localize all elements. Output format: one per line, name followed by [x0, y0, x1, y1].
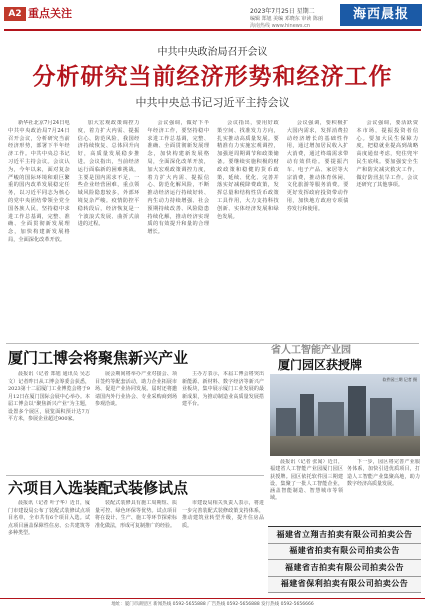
ad-banner [268, 527, 421, 544]
ad-banner [268, 544, 421, 561]
photo-building [370, 398, 392, 438]
article-paragraph: 新华社北京7月24日电 中共中央政治局7月24日召开会议，分析研究当前经济形势，部署下半年经济工作。中共中央总书记习近平主持会议。会议认为，今年以来，面对复杂严峻的国际环境和艰巨繁重的国内改革发展稳定任务，以习近平同志为核心的党中央团结带领全党全国各族人民，坚持稳中求进工作总基调，完整、准确、全面贯彻新发展理念，加快构建新发展格局，全面深化改革开放。 [8, 120, 70, 243]
lead-kicker: 中共中央政治局召开会议 [157, 47, 268, 58]
section-tag: A2 [4, 7, 26, 21]
article-column [8, 371, 90, 474]
ad-banner [268, 560, 421, 577]
ai-article-body [270, 459, 420, 523]
ad-banner [268, 577, 421, 594]
header-rule [4, 29, 421, 31]
article-paragraph: 会议强调，要积极扩大国内需求，发挥消费拉动经济增长的基础性作用，通过增加居民收入扩大消费，通过终端需求带动有效供给。要提振汽车、电子产品、家居等大宗消费，推动体育休闲、文化旅游等服务消费。要更好发挥政府投资带动作用，加快地方政府专项债券发行和使用。 [286, 120, 349, 212]
article-paragraph: 会议强调，做好下半年经济工作，要坚持稳中求进工作总基调，完整、准确、全面贯彻新发展理念，加快构建新发展格局，全面深化改革开放，加大宏观政策调控力度，着力扩大内需、提振信心、防范化解风险，不断推动经济运行持续好转、内生动力持续增强、社会预期持续改善、风险隐患持续化解，推动经济实现质的有效提升和量的合理增长。 [147, 120, 210, 236]
article-column [147, 120, 209, 342]
photo-building [348, 386, 366, 438]
issue-meta: 海南热线 www.hinews.cn [250, 23, 310, 29]
article-paragraph: 晨报讯（记者 张闻）近日，福建省人工智能产业园厦门园区获授牌。园区依托软件园三期建设，集聚了一批人工智能企业，涵盖智能制造、智慧城市等领域。 [270, 459, 343, 502]
photo-building [276, 408, 296, 438]
article-paragraph: 晨报讯（记者 叶子华）近日，厦门市建设局公布了装配式装修试点项目名单，全市共有6个项目入选。试点项目涵盖保障性住房、公共建筑等多种类型。 [8, 500, 90, 536]
ad-label: 福建省吉拍卖有限公司拍卖公告 [285, 562, 404, 572]
photo-building [396, 410, 414, 438]
article-paragraph: 晨报讯（记者 郑旭 通讯员 吴志文）记者昨日从工博会筹委会获悉，2023第十二届厦门工业博览会将于9月12日在厦门国际会展中心举办。本届工博会以“聚焦新兴产业”为主题，设置多个展区，展览面积预计达7万平方米，参展企业超过900家。 [8, 371, 90, 422]
article-paragraph: 主办方表示，本届工博会将突出新能源、新材料、数字经济等新兴产业板块，集中展示厦门工业发展的最新成果，为推动制造业高质量发展搭建平台。 [182, 371, 264, 407]
six-article-body [8, 500, 264, 592]
article-paragraph: 会议强调，要活跃资本市场，提振投资者信心。要加大民生保障力度，把稳就业提高到战略高度通盘考虑，兜住兜牢民生底线。要加强安全生产和防灾减灾救灾工作，做好防汛抗旱工作。会议还研究了其他事项。 [356, 120, 419, 189]
issue-staff: 编辑 郑旭 美编 邓晓东 审读 陈丽 [250, 16, 323, 22]
six-headline: 六项目入选装配式装修试点 [8, 479, 189, 497]
ai-headline: 厦门园区获授牌 [278, 358, 363, 372]
article-paragraph: 展会期间将举办产业对接会、项目签约等配套活动，助力企业拓展市场、促进产业协同发展。届时还将邀请国内外行业协会、专业采购商到场参观洽谈。 [95, 371, 177, 407]
article-column [287, 120, 349, 342]
article-paragraph: 下一步，园区将完善产业服务体系，加快引进优质项目，打造人工智能产业集聚高地，助力数字经济高质量发展。 [347, 459, 420, 487]
article-column [182, 500, 264, 592]
ad-label: 福建省立翔吉拍卖有限公司拍卖公告 [276, 529, 413, 539]
article-column [8, 500, 90, 592]
lead-subheadline: 中共中央总书记习近平主持会议 [135, 96, 290, 109]
page-footer: 地址：厦门市湖里区 新闻热线 0592-5655888 广告热线 0592-5656888 发行热线 0592-5656666 [0, 598, 425, 611]
ad-label: 福建省保利拍卖有限公司拍卖公告 [280, 579, 409, 589]
expo-headline: 厦门工博会将聚焦新兴产业 [8, 349, 189, 367]
article-paragraph: 加大宏观政策调控力度，着力扩大内需、提振信心、防范风险，我国经济持续恢复、总体回升向好，高质量发展稳步推进。会议指出，当前经济运行面临新的困难挑战，主要是国内需求不足，一些企业经营困难，重点领域风险隐患较多，外部环境复杂严峻。疫情防控平稳转段后，经济恢复是一个波浪式发展、曲折式前进的过程。 [77, 120, 140, 228]
news-photo [270, 374, 420, 456]
photo-building [300, 394, 314, 438]
article-column [8, 120, 70, 342]
article-column [217, 120, 279, 342]
article-column [95, 371, 177, 474]
photo-caption: 软件园三期 记者 摄 [382, 377, 417, 382]
photo-ground [270, 436, 420, 456]
expo-article-body [8, 371, 264, 474]
article-column [347, 459, 420, 523]
newspaper-masthead: 海西晨报 [340, 4, 422, 26]
article-paragraph: 市建设局相关负责人表示，将进一步完善装配式装修政策支持体系，推动建筑业转型升级，提升住房品质。 [182, 500, 264, 529]
article-paragraph: 会议指出，要用好政策空间、找准发力方向，扎实推动高质量发展。要精准有力实施宏观调控，加强逆周期调节和政策储备。要继续实施积极的财政政策和稳健的货币政策，延续、优化、完善并落实好减税降费政策，发挥总量和结构性货币政策工具作用，大力支持科技创新、实体经济发展和绿色发展。 [217, 120, 279, 220]
article-column [270, 459, 343, 523]
lead-headline: 分析研究当前经济形势和经济工作 [32, 64, 393, 90]
article-column [95, 500, 177, 592]
classified-ads [268, 526, 421, 592]
lead-article-body [8, 120, 418, 342]
ad-label: 福建省拍卖有限公司拍卖公告 [289, 546, 400, 556]
article-column [182, 371, 264, 474]
section-divider [6, 475, 264, 476]
page-header [0, 0, 425, 30]
ai-kicker: 省人工智能产业园 [271, 345, 351, 356]
photo-building [318, 402, 344, 438]
article-column [78, 120, 140, 342]
article-paragraph: 装配式装修具有施工周期短、质量可控、绿色环保等优势。试点项目将在设计、生产、施工等环节探索标准化做法，形成可复制推广的经验。 [95, 500, 177, 529]
issue-date: 2023年7月25日 星期二 [250, 8, 315, 15]
article-column [356, 120, 418, 342]
section-name: 重点关注 [28, 7, 72, 20]
